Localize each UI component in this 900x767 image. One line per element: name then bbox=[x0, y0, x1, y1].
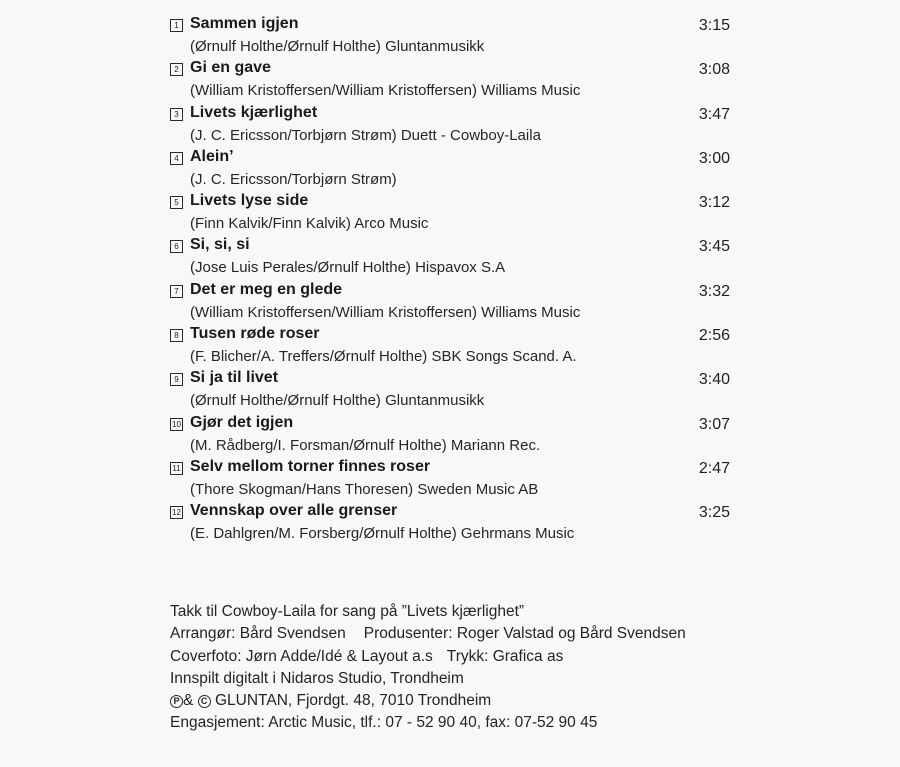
track-credits: (E. Dahlgren/M. Forsberg/Ørnulf Holthe) Gehrmans Music bbox=[190, 525, 575, 543]
track-title: Livets kjærlighet bbox=[190, 103, 318, 121]
track-duration: 3:45 bbox=[698, 238, 730, 256]
producers-text: Produsenter: Roger Valstad og Bård Svendsen bbox=[363, 625, 686, 643]
track-duration: 3:32 bbox=[698, 282, 730, 300]
track-credits: (William Kristoffersen/William Kristoffersen) Williams Music bbox=[190, 303, 581, 321]
booking-line: Engasjement: Arctic Music, tlf.: 07 - 52 90 40, fax: 07-52 90 45 bbox=[170, 714, 598, 732]
track-duration: 3:40 bbox=[698, 371, 730, 389]
track-duration: 3:08 bbox=[698, 61, 730, 79]
track-credits: (Ørnulf Holthe/Ørnulf Holthe) Gluntanmusikk bbox=[190, 392, 485, 410]
track-duration: 3:47 bbox=[698, 105, 730, 123]
print-text: Trykk: Grafica as bbox=[446, 647, 564, 665]
track-title: Tusen røde roser bbox=[190, 325, 320, 343]
track-credits: (Finn Kalvik/Finn Kalvik) Arco Music bbox=[190, 215, 429, 233]
track-title: Gi en gave bbox=[190, 59, 271, 77]
track-title: Sammen igjen bbox=[190, 15, 299, 32]
track-row bbox=[170, 280, 740, 324]
track-number-box: 5 bbox=[170, 196, 183, 209]
cover-photo-text: Coverfoto: Jørn Adde/Idé & Layout a.s bbox=[170, 647, 433, 665]
track-credits: (William Kristoffersen/William Kristoffersen) Williams Music bbox=[190, 82, 581, 100]
track-row bbox=[170, 191, 740, 235]
track-credits: (M. Rådberg/I. Forsman/Ørnulf Holthe) Mariann Rec. bbox=[190, 436, 541, 454]
copyright-line bbox=[170, 690, 770, 712]
track-title: Gjør det igjen bbox=[190, 413, 294, 431]
track-list bbox=[170, 14, 740, 546]
track-title: Livets lyse side bbox=[190, 192, 309, 210]
track-row bbox=[170, 324, 740, 368]
track-number-box: 6 bbox=[170, 240, 183, 253]
track-duration: 3:25 bbox=[698, 504, 730, 522]
track-row bbox=[170, 14, 740, 58]
track-title: Si ja til livet bbox=[190, 369, 279, 387]
track-number-box: 10 bbox=[170, 418, 183, 431]
track-row bbox=[170, 457, 740, 501]
track-number-box: 11 bbox=[170, 462, 183, 475]
track-number-box: 2 bbox=[170, 63, 183, 76]
track-credits: (J. C. Ericsson/Torbjørn Strøm) bbox=[190, 170, 397, 188]
track-row bbox=[170, 413, 740, 457]
track-row bbox=[170, 235, 740, 279]
track-title: Vennskap over alle grenser bbox=[190, 502, 398, 520]
track-number-box: 3 bbox=[170, 108, 183, 121]
track-number-box: 7 bbox=[170, 285, 183, 298]
track-duration: 3:07 bbox=[698, 415, 730, 433]
track-number-box: 4 bbox=[170, 152, 183, 165]
recorded-line: Innspilt digitalt i Nidaros Studio, Trondheim bbox=[170, 669, 464, 687]
track-row bbox=[170, 501, 740, 545]
track-credits: (F. Blicher/A. Treffers/Ørnulf Holthe) SBK Songs Scand. A. bbox=[190, 348, 577, 366]
track-title: Selv mellom torner finnes roser bbox=[190, 457, 431, 475]
copyright-icon: C bbox=[198, 695, 211, 708]
track-credits: (Ørnulf Holthe/Ørnulf Holthe) Gluntanmusikk bbox=[190, 38, 485, 55]
track-title: Det er meg en glede bbox=[190, 280, 343, 298]
track-duration: 3:00 bbox=[698, 149, 730, 167]
copyright-text: GLUNTAN, Fjordgt. 48, 7010 Trondheim bbox=[214, 692, 492, 710]
track-number-box: 8 bbox=[170, 329, 183, 342]
track-number-box: 1 bbox=[170, 19, 183, 32]
track-duration: 3:15 bbox=[698, 17, 730, 34]
track-duration: 2:47 bbox=[698, 459, 730, 477]
track-row bbox=[170, 58, 740, 102]
track-title: Alein’ bbox=[190, 147, 234, 165]
track-row bbox=[170, 147, 740, 191]
track-credits: (Thore Skogman/Hans Thoresen) Sweden Music AB bbox=[190, 480, 539, 498]
cover-print-line bbox=[170, 646, 770, 668]
track-number-box: 9 bbox=[170, 373, 183, 386]
track-row bbox=[170, 368, 740, 412]
track-credits: (J. C. Ericsson/Torbjørn Strøm) Duett - Cowboy-Laila bbox=[190, 126, 541, 144]
track-title: Si, si, si bbox=[190, 236, 250, 254]
credits-footer bbox=[170, 601, 770, 735]
phonogram-icon: P bbox=[170, 695, 183, 708]
track-duration: 3:12 bbox=[698, 194, 730, 212]
track-row bbox=[170, 103, 740, 147]
thanks-line: Takk til Cowboy-Laila for sang på ”Livets kjærlighet” bbox=[170, 603, 525, 620]
track-number-box: 12 bbox=[170, 506, 183, 519]
ampersand-text: & bbox=[183, 692, 194, 710]
arranger-producer-line bbox=[170, 623, 770, 645]
track-duration: 2:56 bbox=[698, 327, 730, 345]
arranger-text: Arrangør: Bård Svendsen bbox=[170, 625, 346, 643]
track-credits: (Jose Luis Perales/Ørnulf Holthe) Hispavox S.A bbox=[190, 259, 506, 277]
